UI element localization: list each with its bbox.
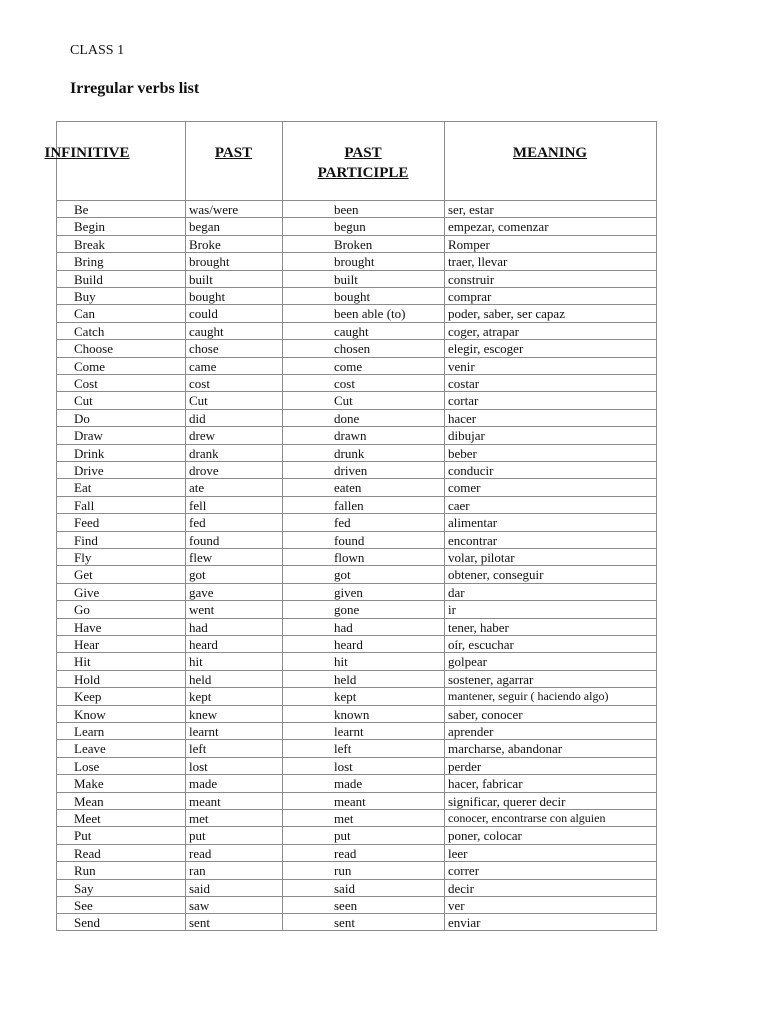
cell-past-participle: learnt [334,724,364,739]
cell-past-participle: known [334,706,370,722]
table-row [57,253,656,270]
cell-past-participle: eaten [334,480,362,496]
irregular-verbs-table [44,121,657,931]
cell-past-participle: Cut [334,393,353,409]
cell-meaning: significar, querer decir [448,793,566,809]
cell-meaning: conocer, encontrarse con alguien [448,811,606,825]
table-row [57,584,656,601]
table-row [57,619,656,636]
table-row [57,392,656,409]
cell-infinitive: Run [74,863,96,879]
cell-meaning: comprar [448,289,492,304]
table-row [57,636,656,653]
cell-meaning: dar [448,584,465,600]
cell-infinitive: Make [74,776,104,792]
cell-infinitive: Lose [74,758,100,774]
table-row [57,445,656,462]
cell-infinitive: Send [74,915,100,931]
cell-past: put [189,828,206,844]
cell-meaning: obtener, conseguir [448,567,544,583]
cell-meaning: sostener, agarrar [448,671,534,687]
header-past-participle-line2: PARTICIPLE [317,165,409,181]
cell-past: cost [189,376,210,391]
cell-infinitive: Do [74,410,90,426]
table-row [57,566,656,583]
cell-infinitive: Draw [74,428,103,444]
cell-infinitive: Feed [74,515,100,531]
cell-infinitive: Put [74,828,92,844]
cell-past: ran [189,863,206,879]
cell-past: fed [189,515,206,531]
cell-infinitive: Be [74,202,89,217]
table-row [57,845,656,862]
cell-meaning: tener, haber [448,619,509,635]
cell-past-participle: fallen [334,497,364,513]
table-row [57,688,656,705]
cell-meaning: aprender [448,724,494,739]
cell-past-participle: seen [334,898,358,913]
cell-past: caught [189,323,224,339]
cell-past: fell [189,497,207,513]
cell-past: bought [189,289,226,304]
cell-infinitive: Mean [74,793,104,809]
cell-infinitive: Bring [74,254,104,270]
cell-meaning: volar, pilotar [448,550,515,565]
cell-infinitive: Know [74,706,106,722]
cell-meaning: ver [448,898,465,913]
cell-meaning: ir [448,602,456,618]
cell-past-participle: driven [334,463,368,478]
cell-past: gave [189,584,214,600]
cell-infinitive: Leave [74,741,106,757]
cell-meaning: encontrar [448,532,498,548]
header-infinitive: INFINITIVE [44,145,130,161]
table-row [57,740,656,757]
cell-infinitive: Give [74,584,100,600]
table-row [57,236,656,253]
cell-past: held [189,671,212,687]
cell-meaning: marcharse, abandonar [448,741,563,757]
cell-infinitive: See [74,898,93,913]
cell-infinitive: Meet [74,811,101,826]
header-meaning: MEANING [512,145,588,161]
table-row [57,914,656,931]
cell-past: heard [189,637,218,652]
cell-infinitive: Find [74,532,98,548]
cell-past-participle: run [334,863,352,879]
cell-infinitive: Break [74,236,106,252]
cell-past-participle: sent [334,915,355,931]
table-row [57,358,656,375]
cell-meaning: leer [448,845,468,861]
cell-meaning: mantener, seguir ( haciendo algo) [448,689,609,704]
header-past-participle [282,122,444,200]
table-row [57,497,656,514]
cell-infinitive: Build [74,271,103,287]
cell-infinitive: Begin [74,219,106,235]
table-row [57,601,656,618]
cell-past: found [189,532,220,548]
cell-past-participle: fed [334,515,351,531]
cell-past: knew [189,706,218,722]
cell-past: kept [189,689,212,705]
cell-past-participle: been able (to) [334,306,406,322]
table-row [57,305,656,322]
table-row [57,288,656,305]
cell-infinitive: Hold [74,671,100,687]
table-row [57,479,656,496]
cell-past: hit [189,654,203,670]
table-row [57,880,656,897]
cell-meaning: comer [448,480,481,496]
cell-meaning: hacer, fabricar [448,776,523,792]
cell-past: built [189,271,213,287]
cell-past-participle: met [334,811,354,826]
cell-past-participle: put [334,828,351,844]
cell-past-participle: brought [334,254,375,270]
table-row [57,723,656,740]
header-past-participle-line1: PAST [344,145,382,161]
cell-meaning: correr [448,863,480,879]
cell-past: came [189,358,217,374]
cell-past-participle: meant [334,793,366,809]
cell-meaning: costar [448,376,480,391]
cell-meaning: dibujar [448,428,485,444]
cell-meaning: venir [448,358,475,374]
cell-past-participle: heard [334,637,363,652]
cell-past: drew [189,428,215,444]
table-row [57,653,656,670]
cell-past-participle: been [334,202,359,217]
cell-infinitive: Read [74,845,101,861]
cell-meaning: construir [448,271,495,287]
cell-past: chose [189,341,219,357]
cell-meaning: golpear [448,654,487,670]
cell-past-participle: come [334,358,363,374]
cell-infinitive: Go [74,602,90,618]
table-row [57,706,656,723]
cell-past-participle: left [334,741,352,757]
cell-infinitive: Keep [74,689,102,705]
class-label: CLASS 1 [70,43,125,58]
cell-past: began [189,219,221,235]
document-title: Irregular verbs list [70,80,200,97]
cell-meaning: Romper [448,236,490,252]
cell-past-participle: gone [334,602,360,618]
cell-past: flew [189,550,213,565]
cell-past: met [189,811,209,826]
table-row [57,514,656,531]
cell-past-participle: found [334,532,365,548]
cell-infinitive: Can [74,306,95,322]
cell-past-participle: bought [334,289,371,304]
cell-infinitive: Say [74,880,94,896]
cell-past: learnt [189,724,219,739]
cell-past: Broke [189,236,221,252]
cell-past: sent [189,915,210,931]
table-row [57,340,656,357]
table-row [57,532,656,549]
cell-infinitive: Drink [74,445,105,461]
cell-infinitive: Fall [74,497,95,513]
cell-infinitive: Hear [74,637,100,652]
cell-past: saw [189,898,210,913]
cell-meaning: conducir [448,463,494,478]
cell-past: did [189,410,206,426]
cell-meaning: decir [448,880,474,896]
cell-meaning: perder [448,758,482,774]
cell-past-participle: drawn [334,428,367,444]
cell-infinitive: Get [74,567,93,583]
cell-past-participle: drunk [334,445,365,461]
cell-past-participle: cost [334,376,355,391]
cell-infinitive: Hit [74,654,91,670]
table-row [57,427,656,444]
cell-past: had [189,619,208,635]
cell-past-participle: caught [334,323,369,339]
cell-past-participle: Broken [334,236,373,252]
table-row [57,218,656,235]
cell-past: lost [189,758,208,774]
table-row [57,323,656,340]
cell-past: made [189,776,218,792]
table-row [57,201,656,218]
cell-infinitive: Eat [74,480,92,496]
table-row [57,462,656,479]
cell-past-participle: kept [334,689,357,705]
table-row [57,375,656,392]
cell-past: brought [189,254,230,270]
table-row [57,671,656,688]
cell-past: Cut [189,393,208,409]
cell-past: went [189,602,215,618]
cell-past-participle: said [334,880,355,896]
cell-past: drove [189,463,219,478]
cell-past-participle: done [334,410,360,426]
cell-past-participle: begun [334,219,366,235]
cell-meaning: enviar [448,915,481,931]
cell-infinitive: Catch [74,323,105,339]
cell-infinitive: Choose [74,341,113,357]
cell-meaning: saber, conocer [448,706,523,722]
table-row [57,793,656,810]
cell-meaning: coger, atrapar [448,323,519,339]
header-past: PAST [214,145,253,161]
cell-past-participle: made [334,776,363,792]
table-row [57,549,656,566]
cell-infinitive: Learn [74,724,105,739]
cell-past: said [189,880,210,896]
cell-past-participle: built [334,271,358,287]
cell-meaning: poder, saber, ser capaz [448,306,565,322]
table-row [57,827,656,844]
cell-past-participle: flown [334,550,365,565]
cell-past-participle: hit [334,654,348,670]
cell-infinitive: Drive [74,463,104,478]
cell-past-participle: read [334,845,357,861]
cell-past-participle: chosen [334,341,371,357]
cell-past-participle: got [334,567,351,583]
table-row [57,271,656,288]
cell-past-participle: held [334,671,357,687]
cell-meaning: empezar, comenzar [448,219,549,235]
cell-past: was/were [189,202,239,217]
cell-past: meant [189,793,221,809]
cell-past: could [189,306,218,322]
table-row [57,810,656,827]
cell-past: read [189,845,212,861]
cell-meaning: cortar [448,393,479,409]
cell-meaning: poner, colocar [448,828,522,844]
cell-meaning: traer, llevar [448,254,508,270]
cell-meaning: ser, estar [448,202,494,217]
cell-infinitive: Come [74,358,106,374]
cell-infinitive: Have [74,619,102,635]
cell-past: ate [189,480,205,496]
cell-meaning: oír, escuchar [448,637,514,652]
cell-meaning: beber [448,445,477,461]
cell-infinitive: Cut [74,393,93,409]
cell-past: drank [189,445,219,461]
cell-past-participle: lost [334,758,353,774]
cell-past-participle: had [334,619,353,635]
cell-past: got [189,567,206,583]
table-row [57,775,656,792]
cell-infinitive: Cost [74,376,98,391]
cell-infinitive: Fly [74,550,92,565]
cell-meaning: caer [448,497,470,513]
cell-meaning: hacer [448,410,477,426]
table-row [57,410,656,427]
table-row [57,758,656,775]
cell-meaning: elegir, escoger [448,341,524,357]
cell-past: left [189,741,207,757]
cell-past-participle: given [334,584,363,600]
cell-meaning: alimentar [448,515,498,531]
table-row [57,862,656,879]
table-row [57,897,656,914]
cell-infinitive: Buy [74,289,96,304]
